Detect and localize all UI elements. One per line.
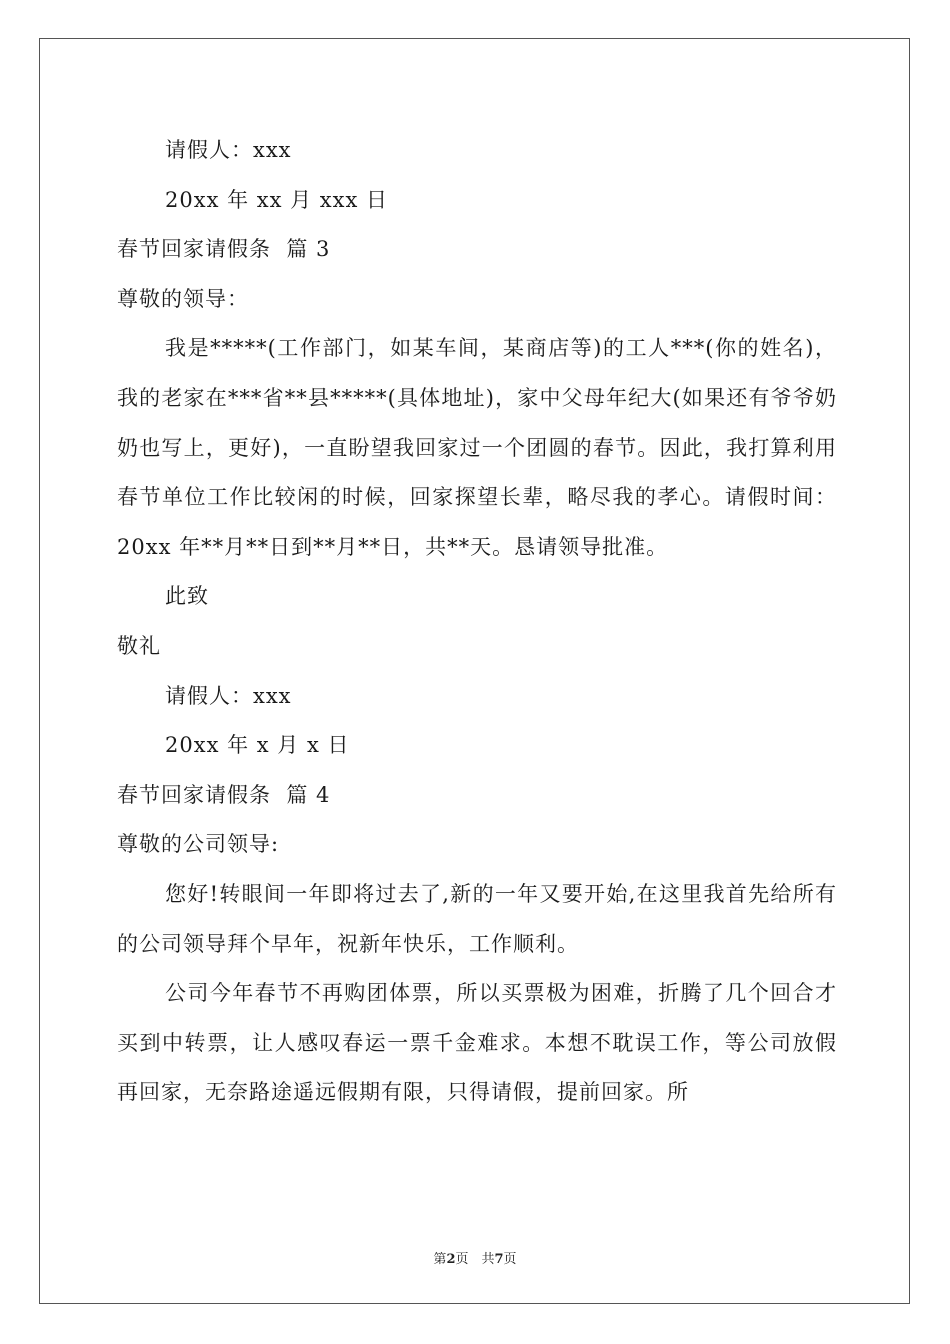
- page-footer: [0, 1248, 950, 1267]
- date-line: 20xx 年 xx 月 xxx 日: [165, 187, 389, 212]
- page-number-mid: 页 共: [455, 1252, 495, 1267]
- date-line: 20xx 年 x 月 x 日: [165, 733, 350, 758]
- closing-line: 此致: [165, 584, 209, 609]
- body-paragraph: 我是*****(工作部门，如某车间，某商店等)的工人***(你的姓名)，我的老家在***省**县*****(具体地址)，家中父母年纪大(如果还有爷爷奶奶也写上，更好)，一直盼望我回家过一个团圆的春节。因此，我打算利用春节单位工作比较闲的时候，回家探望长辈，略尽我的孝心。请假时间：20xx 年**月**日到**月**日，共**天。恳请领导批准。: [117, 336, 837, 559]
- closing-regards: 敬礼: [117, 633, 161, 658]
- requester-line: 请假人：xxx: [165, 138, 292, 162]
- section-title: 春节回家请假条 篇 4: [117, 782, 331, 807]
- page-number-prefix: 第: [433, 1252, 447, 1267]
- salutation: 尊敬的领导：: [117, 286, 249, 311]
- page-number-suffix: 页: [503, 1252, 517, 1267]
- body-paragraph: 您好!转眼间一年即将过去了,新的一年又要开始,在这里我首先给所有的公司领导拜个早年，祝新年快乐，工作顺利。: [117, 881, 837, 956]
- current-page-number: 2: [446, 1252, 456, 1267]
- salutation: 尊敬的公司领导:: [117, 832, 280, 857]
- document-body: [117, 126, 837, 1118]
- section-title: 春节回家请假条 篇 3: [117, 237, 331, 262]
- requester-line: 请假人：xxx: [165, 683, 292, 708]
- body-paragraph: 公司今年春节不再购团体票，所以买票极为困难，折腾了几个回合才买到中转票，让人感叹春运一票千金难求。本想不耽误工作，等公司放假再回家，无奈路途遥远假期有限，只得请假，提前回家。所: [117, 981, 837, 1105]
- total-page-count: 7: [494, 1252, 504, 1267]
